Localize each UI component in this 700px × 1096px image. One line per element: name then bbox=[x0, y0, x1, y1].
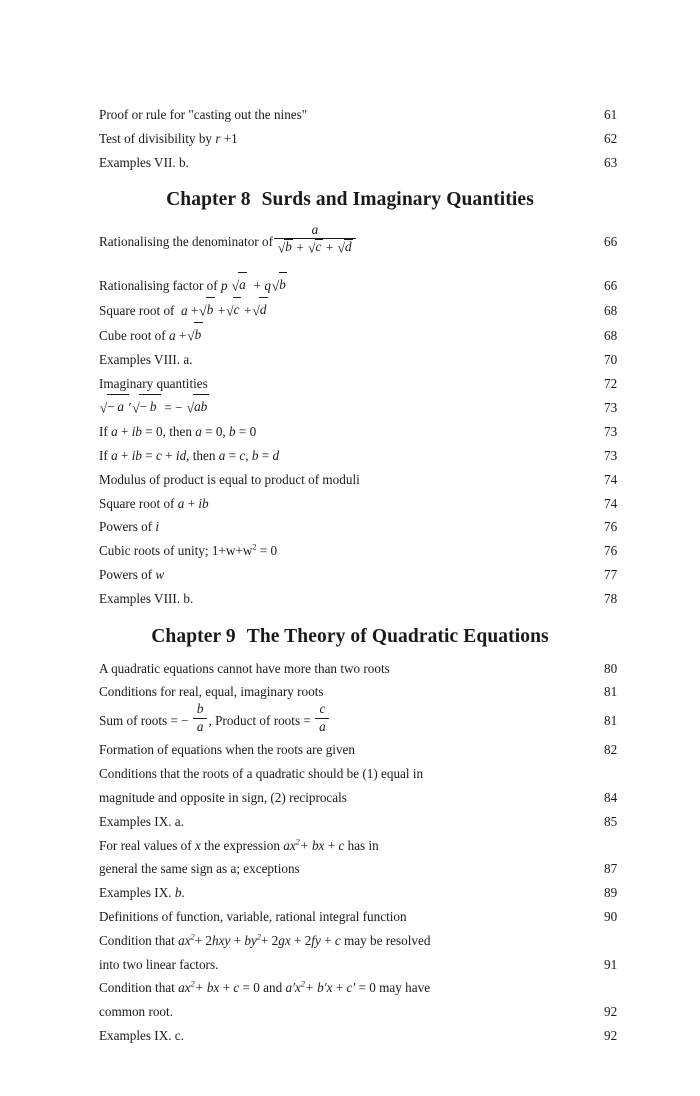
radical-sign: √ bbox=[132, 400, 140, 416]
radical-neg-b bbox=[128, 395, 161, 420]
math-var-b: b bbox=[174, 885, 182, 901]
radical-c bbox=[307, 240, 322, 256]
toc-entry-label: If a + ib = 0, then a = 0, b = 0 bbox=[99, 424, 257, 440]
toc-entry bbox=[99, 738, 618, 762]
radicand: d bbox=[344, 238, 352, 254]
toc-entry-page: 74 bbox=[604, 471, 618, 487]
toc-entry-label: Cubic roots of unity; $1+w+w^2 = 0$ bbox=[99, 542, 278, 559]
math-expr: c bbox=[156, 447, 162, 463]
math-expr: hxy bbox=[212, 932, 231, 948]
text-run: Rationalising factor of bbox=[99, 278, 221, 294]
text-run: = 0 bbox=[256, 543, 278, 559]
text-run: = 0 and bbox=[239, 980, 286, 996]
math-expr: + b′x bbox=[304, 980, 333, 996]
math-expr: + 2 bbox=[194, 932, 212, 948]
radical-sign: √ bbox=[277, 240, 286, 256]
toc-entry-continued bbox=[99, 929, 601, 953]
text-run: , Product of roots = bbox=[208, 713, 315, 729]
spacer bbox=[99, 211, 601, 220]
text-run: +1 bbox=[220, 130, 238, 146]
toc-entry-page: 73 bbox=[604, 424, 618, 440]
toc-entry-page: 74 bbox=[604, 495, 618, 511]
toc-entry-page: 90 bbox=[604, 908, 618, 924]
math-expr: ax bbox=[178, 932, 191, 948]
toc-entry-label: into two linear factors. bbox=[99, 956, 219, 972]
radicand: − a bbox=[107, 394, 129, 419]
radical-sign: √ bbox=[226, 303, 234, 319]
math-expr: ib bbox=[131, 424, 142, 440]
toc-entry-label: common root. bbox=[99, 1004, 173, 1020]
math-expr: a′x bbox=[285, 980, 301, 996]
radicand: − b bbox=[139, 394, 161, 419]
radicand: c bbox=[315, 238, 322, 254]
radical-sign: √ bbox=[252, 303, 260, 319]
spacer bbox=[99, 264, 601, 273]
toc-entry-label: Examples IX. c. bbox=[99, 1027, 184, 1043]
toc-entry-label: Examples VIII. b. bbox=[99, 590, 194, 606]
toc-entry-label: Condition that $ax^2+$ bx + c = 0 and $a'x^2+ b'x + c' = 0$ may have bbox=[99, 979, 431, 996]
toc-entry-page: 68 bbox=[604, 327, 618, 343]
text-run: Square root of bbox=[99, 495, 178, 511]
toc-entry bbox=[99, 492, 618, 516]
toc-entry-label bbox=[99, 220, 357, 264]
toc-entry bbox=[99, 905, 618, 929]
toc-entry-label bbox=[99, 881, 185, 905]
toc-entry-label: general the same sign as a; exceptions bbox=[99, 861, 300, 877]
toc-entry-label: Definitions of function, variable, rational integral function bbox=[99, 908, 407, 924]
toc-entry-label bbox=[99, 701, 331, 738]
toc-entry bbox=[99, 298, 618, 323]
math-expr: a bbox=[218, 447, 226, 463]
toc-entry-page: 92 bbox=[604, 1004, 618, 1020]
table-of-contents bbox=[99, 103, 618, 1048]
radicand: b bbox=[279, 272, 288, 297]
toc-entry-label bbox=[99, 515, 159, 539]
toc-entry bbox=[99, 468, 618, 492]
math-expr: + bx bbox=[194, 980, 220, 996]
math-var-w: w bbox=[155, 566, 165, 582]
toc-entry bbox=[99, 701, 618, 738]
toc-entry bbox=[99, 680, 618, 704]
toc-entry bbox=[99, 587, 618, 611]
math-var-x: x bbox=[194, 837, 201, 853]
math-fraction bbox=[274, 223, 355, 256]
toc-entry-page: 91 bbox=[604, 956, 618, 972]
toc-entry bbox=[99, 444, 618, 468]
text-run: Condition that bbox=[99, 932, 179, 948]
fraction-numerator: b bbox=[193, 702, 207, 719]
math-expr: id bbox=[175, 447, 187, 463]
toc-entry bbox=[99, 395, 618, 420]
toc-entry-label: Condition that $ax^2+ 2hxy + by^2+ 2gx + 2fy + c$ may be resolved bbox=[99, 932, 431, 948]
toc-entry-label: Conditions for real, equal, imaginary roots bbox=[99, 684, 324, 700]
radical-c bbox=[225, 298, 240, 323]
chapter-heading-8 bbox=[99, 189, 601, 211]
radical-sign: √ bbox=[99, 400, 108, 416]
chapter-title: The Theory of Quadratic Equations bbox=[246, 625, 549, 647]
toc-entry-page: 87 bbox=[604, 861, 618, 877]
radical-sign: √ bbox=[186, 400, 195, 416]
text-run: the expression bbox=[200, 837, 284, 853]
spacer bbox=[99, 648, 601, 657]
toc-entry-label: Square root of a + ib bbox=[99, 495, 209, 511]
superscript-2: 2 bbox=[190, 979, 195, 989]
toc-entry-page: 82 bbox=[604, 742, 618, 758]
toc-entry-label: Rationalising factor of p √a + q√b bbox=[99, 273, 287, 298]
toc-entry-page: 81 bbox=[604, 713, 618, 729]
fraction-numerator: c bbox=[315, 702, 329, 719]
chapter-heading-9 bbox=[99, 626, 601, 648]
toc-entry-page: 78 bbox=[604, 590, 618, 606]
toc-entry-label: For real values of x the expression $ax^2+$ bx + c has in bbox=[99, 837, 379, 853]
toc-entry-page: 70 bbox=[604, 351, 618, 367]
text-run: Powers of bbox=[99, 566, 156, 582]
spacer bbox=[99, 611, 601, 626]
toc-entry-page: 68 bbox=[604, 303, 618, 319]
text-run: Test of divisibility by bbox=[99, 130, 216, 146]
toc-entry-page: 76 bbox=[604, 519, 618, 535]
math-expr: by bbox=[244, 932, 257, 948]
math-fraction-b-over-a bbox=[193, 702, 207, 735]
toc-entry-label: Formation of equations when the roots are given bbox=[99, 742, 355, 758]
radical-sign: √ bbox=[271, 278, 280, 294]
toc-entry-label: If a + ib = c + id, then a = c, b = d bbox=[99, 447, 280, 463]
radical-sign: √ bbox=[199, 303, 207, 319]
superscript-2: 2 bbox=[190, 932, 195, 942]
radicand: b bbox=[206, 297, 215, 322]
toc-entry bbox=[99, 786, 618, 810]
radicand: a bbox=[238, 272, 247, 297]
toc-entry-label bbox=[99, 127, 238, 151]
text-run: = 0 may have bbox=[355, 980, 431, 996]
math-expr: ax bbox=[178, 980, 191, 996]
radical-d bbox=[252, 298, 268, 323]
toc-entry-label: Imaginary quantities bbox=[99, 375, 208, 391]
toc-entry-page: 77 bbox=[604, 566, 618, 582]
toc-entry bbox=[99, 563, 618, 587]
toc-entry-continued bbox=[99, 762, 601, 786]
math-expr: c bbox=[233, 980, 240, 996]
math-dot: ′ bbox=[128, 400, 132, 416]
math-expr: c bbox=[334, 932, 341, 948]
toc-entry bbox=[99, 151, 618, 175]
math-expr: b bbox=[251, 447, 259, 463]
toc-entry-continued bbox=[99, 976, 601, 1000]
toc-entry bbox=[99, 273, 618, 298]
toc-entry bbox=[99, 220, 618, 264]
radical-b bbox=[271, 273, 287, 298]
toc-entry bbox=[99, 372, 618, 396]
math-expr: b bbox=[229, 424, 236, 440]
radicand: b bbox=[194, 322, 203, 347]
text-run: Condition that bbox=[99, 980, 179, 996]
fraction-denominator: a bbox=[196, 718, 204, 734]
radicand: d bbox=[259, 297, 268, 322]
radical-a bbox=[231, 273, 247, 298]
chapter-number: Chapter 9 bbox=[151, 625, 236, 647]
toc-entry-label: Modulus of product is equal to product of moduli bbox=[99, 471, 360, 487]
chapter-title: Surds and Imaginary Quantities bbox=[261, 189, 534, 211]
toc-entry bbox=[99, 953, 618, 977]
spacer bbox=[99, 174, 601, 189]
math-expr: gx bbox=[278, 932, 291, 948]
fraction-denominator: √b + √c + √d bbox=[277, 238, 352, 256]
toc-entry bbox=[99, 657, 618, 681]
math-expr: ib bbox=[131, 447, 142, 463]
math-expr: a bbox=[111, 447, 118, 463]
toc-entry-label: Square root of a +√b +√c +√d bbox=[99, 298, 268, 323]
text-run: Sum of roots = − bbox=[99, 713, 192, 729]
radical-b bbox=[186, 323, 202, 348]
radical-neg-a bbox=[99, 395, 129, 420]
toc-entry-page: 72 bbox=[604, 375, 618, 391]
toc-entry-label: √− a ′√− b = − √ab bbox=[99, 395, 209, 420]
toc-entry-page: 61 bbox=[604, 107, 618, 122]
math-var-r: r bbox=[215, 130, 221, 146]
toc-entry-label: Examples VIII. a. bbox=[99, 351, 193, 367]
math-var-a: a bbox=[168, 327, 176, 343]
toc-entry bbox=[99, 103, 618, 127]
math-var-q: q bbox=[264, 278, 271, 294]
radical-sign: √ bbox=[231, 278, 240, 294]
toc-entry-page: 73 bbox=[604, 400, 618, 416]
toc-entry-page: 73 bbox=[604, 447, 618, 463]
radical-sign: √ bbox=[307, 240, 316, 256]
toc-entry bbox=[99, 1000, 618, 1024]
toc-entry-continued bbox=[99, 834, 601, 858]
math-expr: + 2 bbox=[260, 932, 279, 948]
superscript-2: 2 bbox=[256, 932, 261, 942]
toc-entry-label: A quadratic equations cannot have more than two roots bbox=[99, 660, 390, 676]
toc-entry bbox=[99, 515, 618, 539]
radical-b bbox=[277, 240, 293, 256]
toc-entry bbox=[99, 539, 618, 563]
math-expr: ib bbox=[198, 495, 209, 511]
toc-entry-page: 66 bbox=[604, 278, 618, 294]
toc-entry bbox=[99, 810, 618, 834]
fraction-numerator: a bbox=[274, 223, 355, 239]
math-expr: a bbox=[195, 424, 202, 440]
toc-entry-label: Examples IX. a. bbox=[99, 813, 184, 829]
math-expr: c bbox=[239, 447, 246, 463]
toc-entry-page: 63 bbox=[604, 154, 618, 170]
toc-entry bbox=[99, 127, 618, 151]
toc-entry bbox=[99, 857, 618, 881]
toc-entry-page: 85 bbox=[604, 813, 618, 829]
toc-entry-label: Examples VII. b. bbox=[99, 154, 189, 170]
text-run: For real values of bbox=[99, 837, 195, 853]
toc-entry-page: 81 bbox=[604, 684, 618, 700]
math-expr: fy bbox=[311, 932, 321, 948]
radical-d bbox=[337, 240, 353, 256]
text-run: Examples IX. bbox=[99, 885, 175, 901]
toc-entry-label: Cube root of a +√b bbox=[99, 323, 203, 348]
toc-entry-label: Conditions that the roots of a quadratic should be (1) equal in bbox=[99, 766, 424, 782]
toc-entry bbox=[99, 420, 618, 444]
radicand: b bbox=[285, 238, 292, 254]
chapter-number: Chapter 8 bbox=[166, 189, 251, 211]
toc-entry-page: 89 bbox=[604, 885, 618, 901]
radicand: c bbox=[233, 297, 241, 322]
text-run: Rationalising the denominator of bbox=[99, 234, 273, 250]
toc-entry bbox=[99, 348, 618, 372]
math-expr: a bbox=[111, 424, 118, 440]
superscript-2: 2 bbox=[300, 979, 305, 989]
toc-entry-label: magnitude and opposite in sign, (2) reciprocals bbox=[99, 789, 347, 805]
text-run: Cube root of bbox=[99, 327, 169, 343]
text-run: Square root of bbox=[99, 303, 178, 319]
math-expr: a bbox=[177, 495, 185, 511]
text-run: Powers of bbox=[99, 519, 156, 535]
radical-ab bbox=[186, 395, 209, 420]
fraction-denominator: a bbox=[319, 718, 326, 734]
toc-entry bbox=[99, 881, 618, 905]
toc-entry-page: 76 bbox=[604, 543, 618, 559]
math-var-a: a bbox=[181, 303, 188, 319]
toc-entry-label: Proof or rule for "casting out the nines" bbox=[99, 107, 308, 122]
text-run: may be resolved bbox=[340, 932, 431, 948]
toc-entry-page: 66 bbox=[604, 234, 618, 250]
text-run: . bbox=[181, 885, 185, 901]
math-expr: c′ bbox=[346, 980, 356, 996]
radical-b bbox=[198, 298, 214, 323]
toc-entry-page: 80 bbox=[604, 660, 618, 676]
math-fraction-c-over-a bbox=[315, 702, 329, 735]
math-expr: ax bbox=[283, 837, 296, 853]
math-expr: c bbox=[338, 837, 345, 853]
toc-entry-page: 92 bbox=[604, 1027, 618, 1043]
math-expr: + bx bbox=[299, 837, 325, 853]
toc-entry-page: 62 bbox=[604, 130, 618, 146]
toc-entry-page: 84 bbox=[604, 789, 618, 805]
math-var-i: i bbox=[155, 519, 160, 535]
toc-entry bbox=[99, 1024, 618, 1048]
text-run: has in bbox=[344, 837, 379, 853]
radical-sign: √ bbox=[187, 328, 195, 344]
math-var-p: p bbox=[220, 278, 228, 294]
toc-entry bbox=[99, 323, 618, 348]
math-expr: d bbox=[272, 447, 280, 463]
toc-entry-label bbox=[99, 563, 164, 587]
superscript-2: 2 bbox=[252, 542, 257, 552]
radical-sign: √ bbox=[337, 240, 345, 256]
radicand: ab bbox=[193, 394, 208, 419]
superscript-2: 2 bbox=[295, 837, 300, 847]
